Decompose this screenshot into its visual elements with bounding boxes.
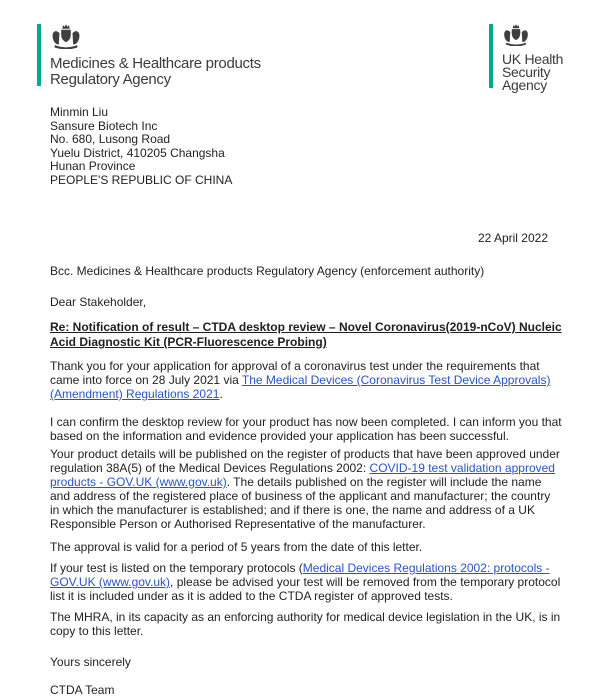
subject-line: Re: Notification of result – CTDA desktop review – Novel Coronavirus(2019-nCoV) Nucleic Acid Diagnostic Kit (PCR-Fluorescence Probing) — [50, 320, 562, 349]
royal-crest-icon — [502, 24, 563, 51]
paragraph-text: . — [219, 387, 223, 401]
letter-date: 22 April 2022 — [477, 231, 548, 245]
link-mdr-2002-protocols[interactable]: Medical Devices Regulations 2002: protocols - GOV.UK (www.gov.uk) — [50, 561, 550, 589]
ukhsa-logo-text-line1: UK Health — [502, 51, 564, 67]
paragraph-application-thanks — [50, 359, 562, 401]
signature-ctda-team: CTDA Team — [50, 683, 115, 697]
ukhsa-logo-teal-bar — [489, 24, 493, 88]
recipient-country: PEOPLE'S REPUBLIC OF CHINA — [50, 172, 233, 187]
royal-crest-icon — [50, 24, 261, 54]
recipient-district: Yuelu District, 410205 Changsha — [50, 145, 225, 160]
link-ctda-amendment-regulations[interactable]: The Medical Devices (Coronavirus Test Device Approvals) (Amendment) Regulations 2021 — [50, 373, 551, 401]
paragraph-mhra-copy: The MHRA, in its capacity as an enforcing authority for medical device legislation in the UK, is in copy to this letter. — [50, 610, 561, 638]
mhra-logo — [37, 24, 261, 86]
recipient-address-block — [50, 106, 232, 188]
ukhsa-logo-text-line3: Agency — [502, 77, 547, 93]
recipient-name: Minmin Liu — [50, 105, 109, 119]
recipient-company: Sansure Biotech Inc — [50, 118, 158, 133]
paragraph-text: Your product details will be published on the register of products that have been approved under regulation 38A(5) of the Medical Devices Regulations 2002: — [50, 447, 560, 475]
ukhsa-logo-text-line2: Security — [502, 64, 551, 80]
mhra-logo-text-line1: Medicines & Healthcare products — [50, 55, 261, 72]
paragraph-review-completed: I can confirm the desktop review for your product has now been completed. I can inform you that based on the information and evidence provided your application has been successful. — [50, 415, 562, 443]
paragraph-text: , please be advised your test will be removed from the temporary protocol list it is included under as it is added to the CTDA register of approved tests. — [50, 575, 561, 603]
paragraph-approval-validity: The approval is valid for a period of 5 years from the date of this letter. — [50, 540, 423, 554]
recipient-street: No. 680, Lusong Road — [50, 132, 171, 147]
paragraph-text: . The details published on the register will include the name and address of the registered place of business of the applicant and manufacturer; the country in which the manufacturer is established; and if there is one, the name and address of a UK Responsible Person or Authorised Representative of the manufacturer. — [50, 475, 551, 531]
link-covid19-approved-products[interactable]: COVID-19 test validation approved products - GOV.UK (www.gov.uk) — [50, 461, 555, 489]
salutation: Dear Stakeholder, — [50, 295, 147, 309]
paragraph-text: Thank you for your application for approval of a coronavirus test under the requirements that came into force on 28 July 2021 via — [50, 359, 540, 387]
mhra-logo-text-line2: Regulatory Agency — [50, 71, 171, 88]
recipient-province: Hunan Province — [50, 159, 136, 174]
mhra-logo-teal-bar — [37, 24, 41, 86]
paragraph-register-details — [50, 447, 562, 531]
bcc-line: Bcc. Medicines & Healthcare products Regulatory Agency (enforcement authority) — [50, 264, 485, 278]
ukhsa-logo — [489, 24, 564, 93]
paragraph-temporary-protocols — [50, 561, 562, 603]
valediction: Yours sincerely — [50, 655, 131, 669]
letter-body — [50, 359, 562, 697]
paragraph-text: If your test is listed on the temporary protocols ( — [50, 561, 303, 575]
